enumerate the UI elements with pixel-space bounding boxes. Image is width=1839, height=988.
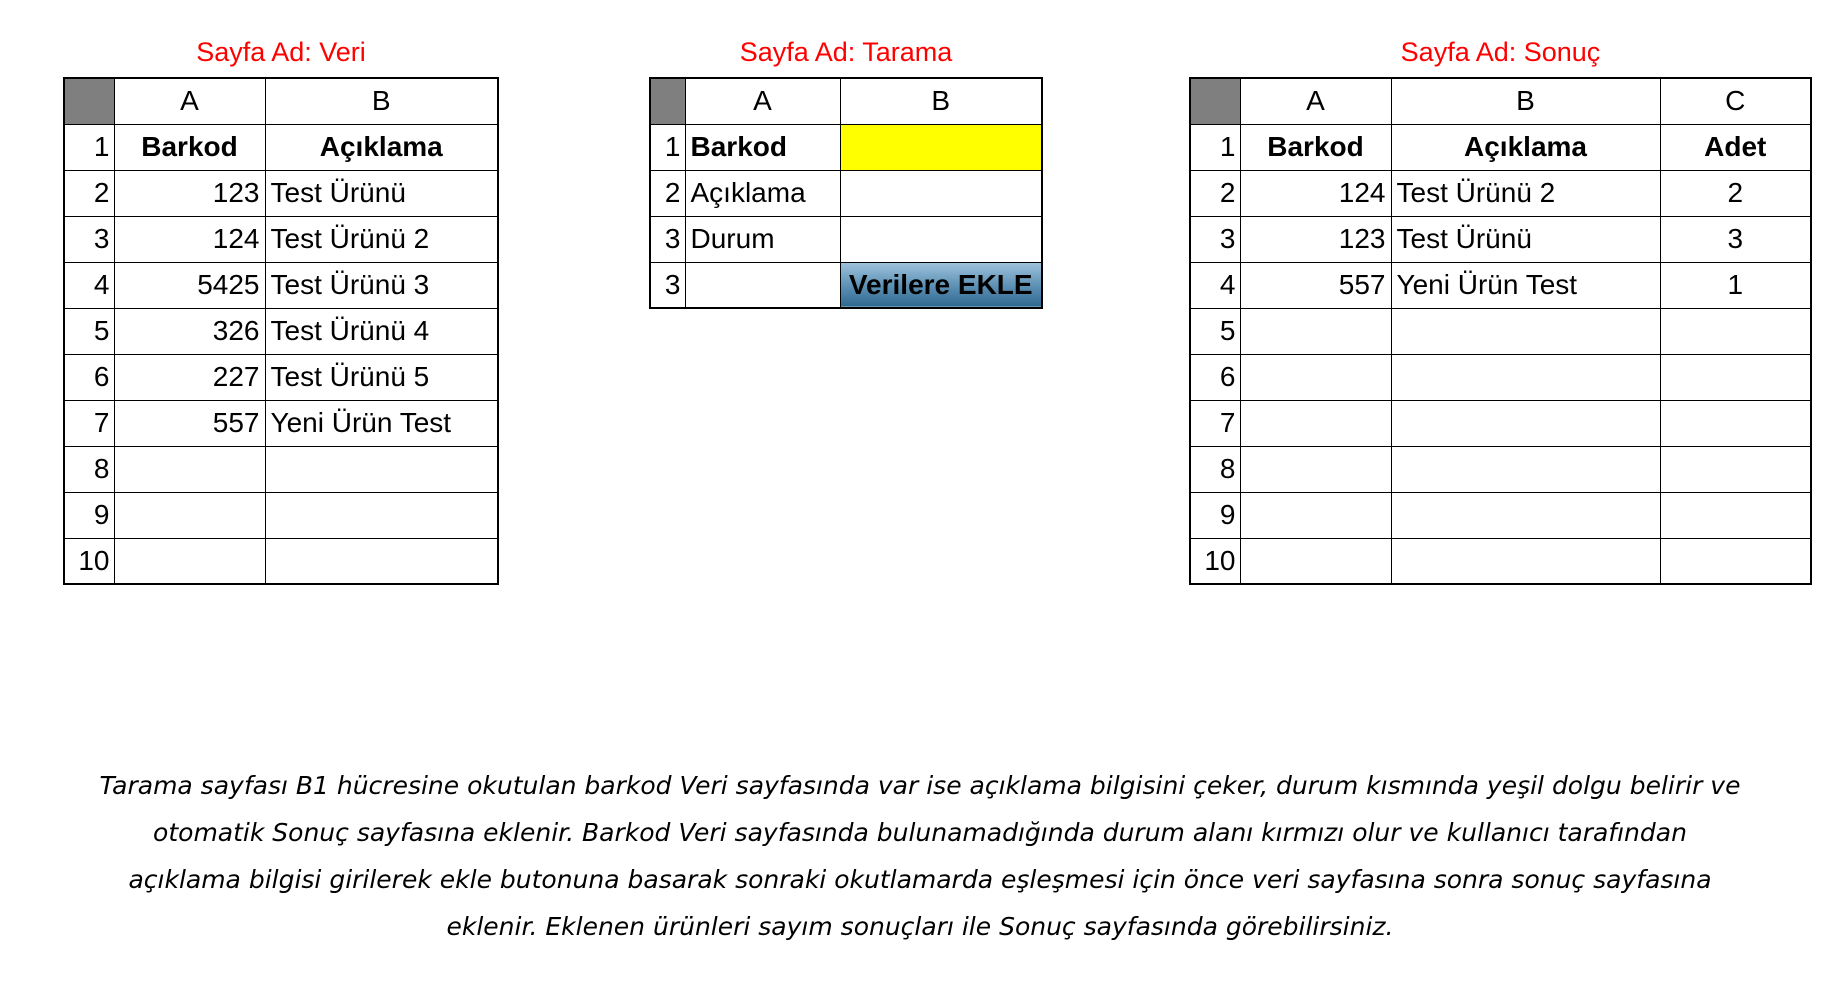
cell-b8[interactable] [1391, 446, 1660, 492]
row-header[interactable]: 2 [64, 170, 114, 216]
row-header[interactable]: 7 [1190, 400, 1240, 446]
cell-b2[interactable]: Test Ürünü 2 [1391, 170, 1660, 216]
cell-b6[interactable]: Test Ürünü 5 [265, 354, 498, 400]
table-row [64, 354, 498, 400]
cell-a2[interactable]: 124 [1240, 170, 1391, 216]
table-row [1190, 262, 1811, 308]
table-row [650, 124, 1042, 170]
cell-b8[interactable] [265, 446, 498, 492]
table-row [64, 492, 498, 538]
cell-c4[interactable]: 1 [1660, 262, 1811, 308]
column-header-b[interactable]: B [1391, 78, 1660, 124]
cell-a4[interactable] [685, 262, 840, 308]
cell-a2[interactable]: 123 [114, 170, 265, 216]
cell-b7[interactable]: Yeni Ürün Test [265, 400, 498, 446]
cell-a10[interactable] [1240, 538, 1391, 584]
cell-a8[interactable] [1240, 446, 1391, 492]
select-all-corner[interactable] [650, 78, 685, 124]
cell-b10[interactable] [265, 538, 498, 584]
cell-a1-barkod-label[interactable]: Barkod [685, 124, 840, 170]
table-row [64, 170, 498, 216]
row-header[interactable]: 2 [650, 170, 685, 216]
row-header[interactable]: 8 [1190, 446, 1240, 492]
cell-a9[interactable] [114, 492, 265, 538]
row-header[interactable]: 9 [1190, 492, 1240, 538]
row-header[interactable]: 7 [64, 400, 114, 446]
cell-c6[interactable] [1660, 354, 1811, 400]
cell-a6[interactable] [1240, 354, 1391, 400]
cell-b4[interactable]: Yeni Ürün Test [1391, 262, 1660, 308]
table-row [1190, 400, 1811, 446]
cell-a7[interactable]: 557 [114, 400, 265, 446]
add-to-data-button[interactable]: Verilere EKLE [840, 262, 1042, 308]
cell-a10[interactable] [114, 538, 265, 584]
table-row [650, 170, 1042, 216]
description-line: eklenir. Eklenen ürünleri sayım sonuçları ile Sonuç sayfasında görebilirsiniz. [446, 912, 1394, 941]
select-all-corner[interactable] [64, 78, 114, 124]
cell-b6[interactable] [1391, 354, 1660, 400]
column-header-a[interactable]: A [685, 78, 840, 124]
column-header-c[interactable]: C [1660, 78, 1811, 124]
cell-a5[interactable]: 326 [114, 308, 265, 354]
table-row [1190, 538, 1811, 584]
cell-c7[interactable] [1660, 400, 1811, 446]
column-header-b[interactable]: B [265, 78, 498, 124]
column-header-row [650, 78, 1042, 124]
column-header-row [64, 78, 498, 124]
cell-c10[interactable] [1660, 538, 1811, 584]
row-header[interactable]: 9 [64, 492, 114, 538]
sheet-tarama-grid [649, 77, 1043, 309]
cell-a8[interactable] [114, 446, 265, 492]
row-header[interactable]: 1 [1190, 124, 1240, 170]
cell-b3[interactable]: Test Ürünü 2 [265, 216, 498, 262]
cell-b7[interactable] [1391, 400, 1660, 446]
cell-c3[interactable]: 3 [1660, 216, 1811, 262]
sheet-title-sonuc: Sayfa Ad: Sonuç [1400, 37, 1601, 67]
cell-b9[interactable] [1391, 492, 1660, 538]
table-row [1190, 308, 1811, 354]
cell-a5[interactable] [1240, 308, 1391, 354]
cell-c2[interactable]: 2 [1660, 170, 1811, 216]
cell-c5[interactable] [1660, 308, 1811, 354]
cell-b2[interactable]: Test Ürünü [265, 170, 498, 216]
row-header[interactable]: 3 [650, 216, 685, 262]
description-paragraph [40, 762, 1800, 950]
cell-b10[interactable] [1391, 538, 1660, 584]
table-row [1190, 216, 1811, 262]
cell-a2-aciklama-label[interactable]: Açıklama [685, 170, 840, 216]
row-header[interactable]: 6 [64, 354, 114, 400]
row-header[interactable]: 4 [64, 262, 114, 308]
sheet-sonuc-grid [1189, 77, 1812, 585]
table-row [64, 400, 498, 446]
cell-a6[interactable]: 227 [114, 354, 265, 400]
sheet-veri-grid [63, 77, 499, 585]
table-row [1190, 354, 1811, 400]
description-line: açıklama bilgisi girilerek ekle butonuna basarak sonraki okutlamarda eşleşmesi için önce veri sayfasına sonra sonuç sayfasına [128, 865, 1712, 894]
table-row [1190, 446, 1811, 492]
cell-b3[interactable]: Test Ürünü [1391, 216, 1660, 262]
table-row [650, 216, 1042, 262]
table-row [650, 262, 1042, 308]
cell-a1[interactable]: Barkod [114, 124, 265, 170]
cell-b4[interactable]: Test Ürünü 3 [265, 262, 498, 308]
barcode-input-cell-b1[interactable] [840, 124, 1042, 170]
row-header[interactable]: 3 [64, 216, 114, 262]
sheet-title-tarama: Sayfa Ad: Tarama [739, 37, 953, 67]
row-header[interactable]: 1 [650, 124, 685, 170]
row-header[interactable]: 8 [64, 446, 114, 492]
row-header[interactable]: 3 [1190, 216, 1240, 262]
column-header-a[interactable]: A [114, 78, 265, 124]
row-header[interactable]: 10 [64, 538, 114, 584]
table-row [1190, 170, 1811, 216]
row-header[interactable]: 4 [1190, 262, 1240, 308]
row-header[interactable]: 1 [64, 124, 114, 170]
cell-a9[interactable] [1240, 492, 1391, 538]
description-line: otomatik Sonuç sayfasına eklenir. Barkod Veri sayfasında bulunamadığında durum alanı kırmızı olur ve kullanıcı tarafından [153, 818, 1687, 847]
cell-a4[interactable]: 557 [1240, 262, 1391, 308]
row-header[interactable]: 5 [64, 308, 114, 354]
column-header-row [1190, 78, 1811, 124]
table-row [1190, 492, 1811, 538]
select-all-corner[interactable] [1190, 78, 1240, 124]
column-header-a[interactable]: A [1240, 78, 1391, 124]
table-row [64, 124, 498, 170]
cell-b5[interactable]: Test Ürünü 4 [265, 308, 498, 354]
cell-b1[interactable]: Açıklama [1391, 124, 1660, 170]
table-row [64, 538, 498, 584]
cell-a3[interactable]: 124 [114, 216, 265, 262]
status-cell-b3[interactable] [840, 216, 1042, 262]
table-row [64, 446, 498, 492]
column-header-b[interactable]: B [840, 78, 1042, 124]
cell-a3[interactable]: 123 [1240, 216, 1391, 262]
row-header[interactable]: 3 [650, 262, 685, 308]
table-row [64, 262, 498, 308]
cell-b1[interactable]: Açıklama [265, 124, 498, 170]
cell-c8[interactable] [1660, 446, 1811, 492]
cell-b9[interactable] [265, 492, 498, 538]
sheet-title-veri: Sayfa Ad: Veri [196, 37, 366, 67]
cell-c1[interactable]: Adet [1660, 124, 1811, 170]
description-cell-b2[interactable] [840, 170, 1042, 216]
cell-a3-durum-label[interactable]: Durum [685, 216, 840, 262]
cell-a4[interactable]: 5425 [114, 262, 265, 308]
row-header[interactable]: 2 [1190, 170, 1240, 216]
row-header[interactable]: 6 [1190, 354, 1240, 400]
cell-a1[interactable]: Barkod [1240, 124, 1391, 170]
cell-b5[interactable] [1391, 308, 1660, 354]
row-header[interactable]: 5 [1190, 308, 1240, 354]
row-header[interactable]: 10 [1190, 538, 1240, 584]
description-line: Tarama sayfası B1 hücresine okutulan barkod Veri sayfasında var ise açıklama bilgisini çeker, durum kısmında yeşil dolgu belirir ve [99, 771, 1741, 800]
cell-c9[interactable] [1660, 492, 1811, 538]
table-row [64, 308, 498, 354]
table-row [64, 216, 498, 262]
cell-a7[interactable] [1240, 400, 1391, 446]
table-row [1190, 124, 1811, 170]
